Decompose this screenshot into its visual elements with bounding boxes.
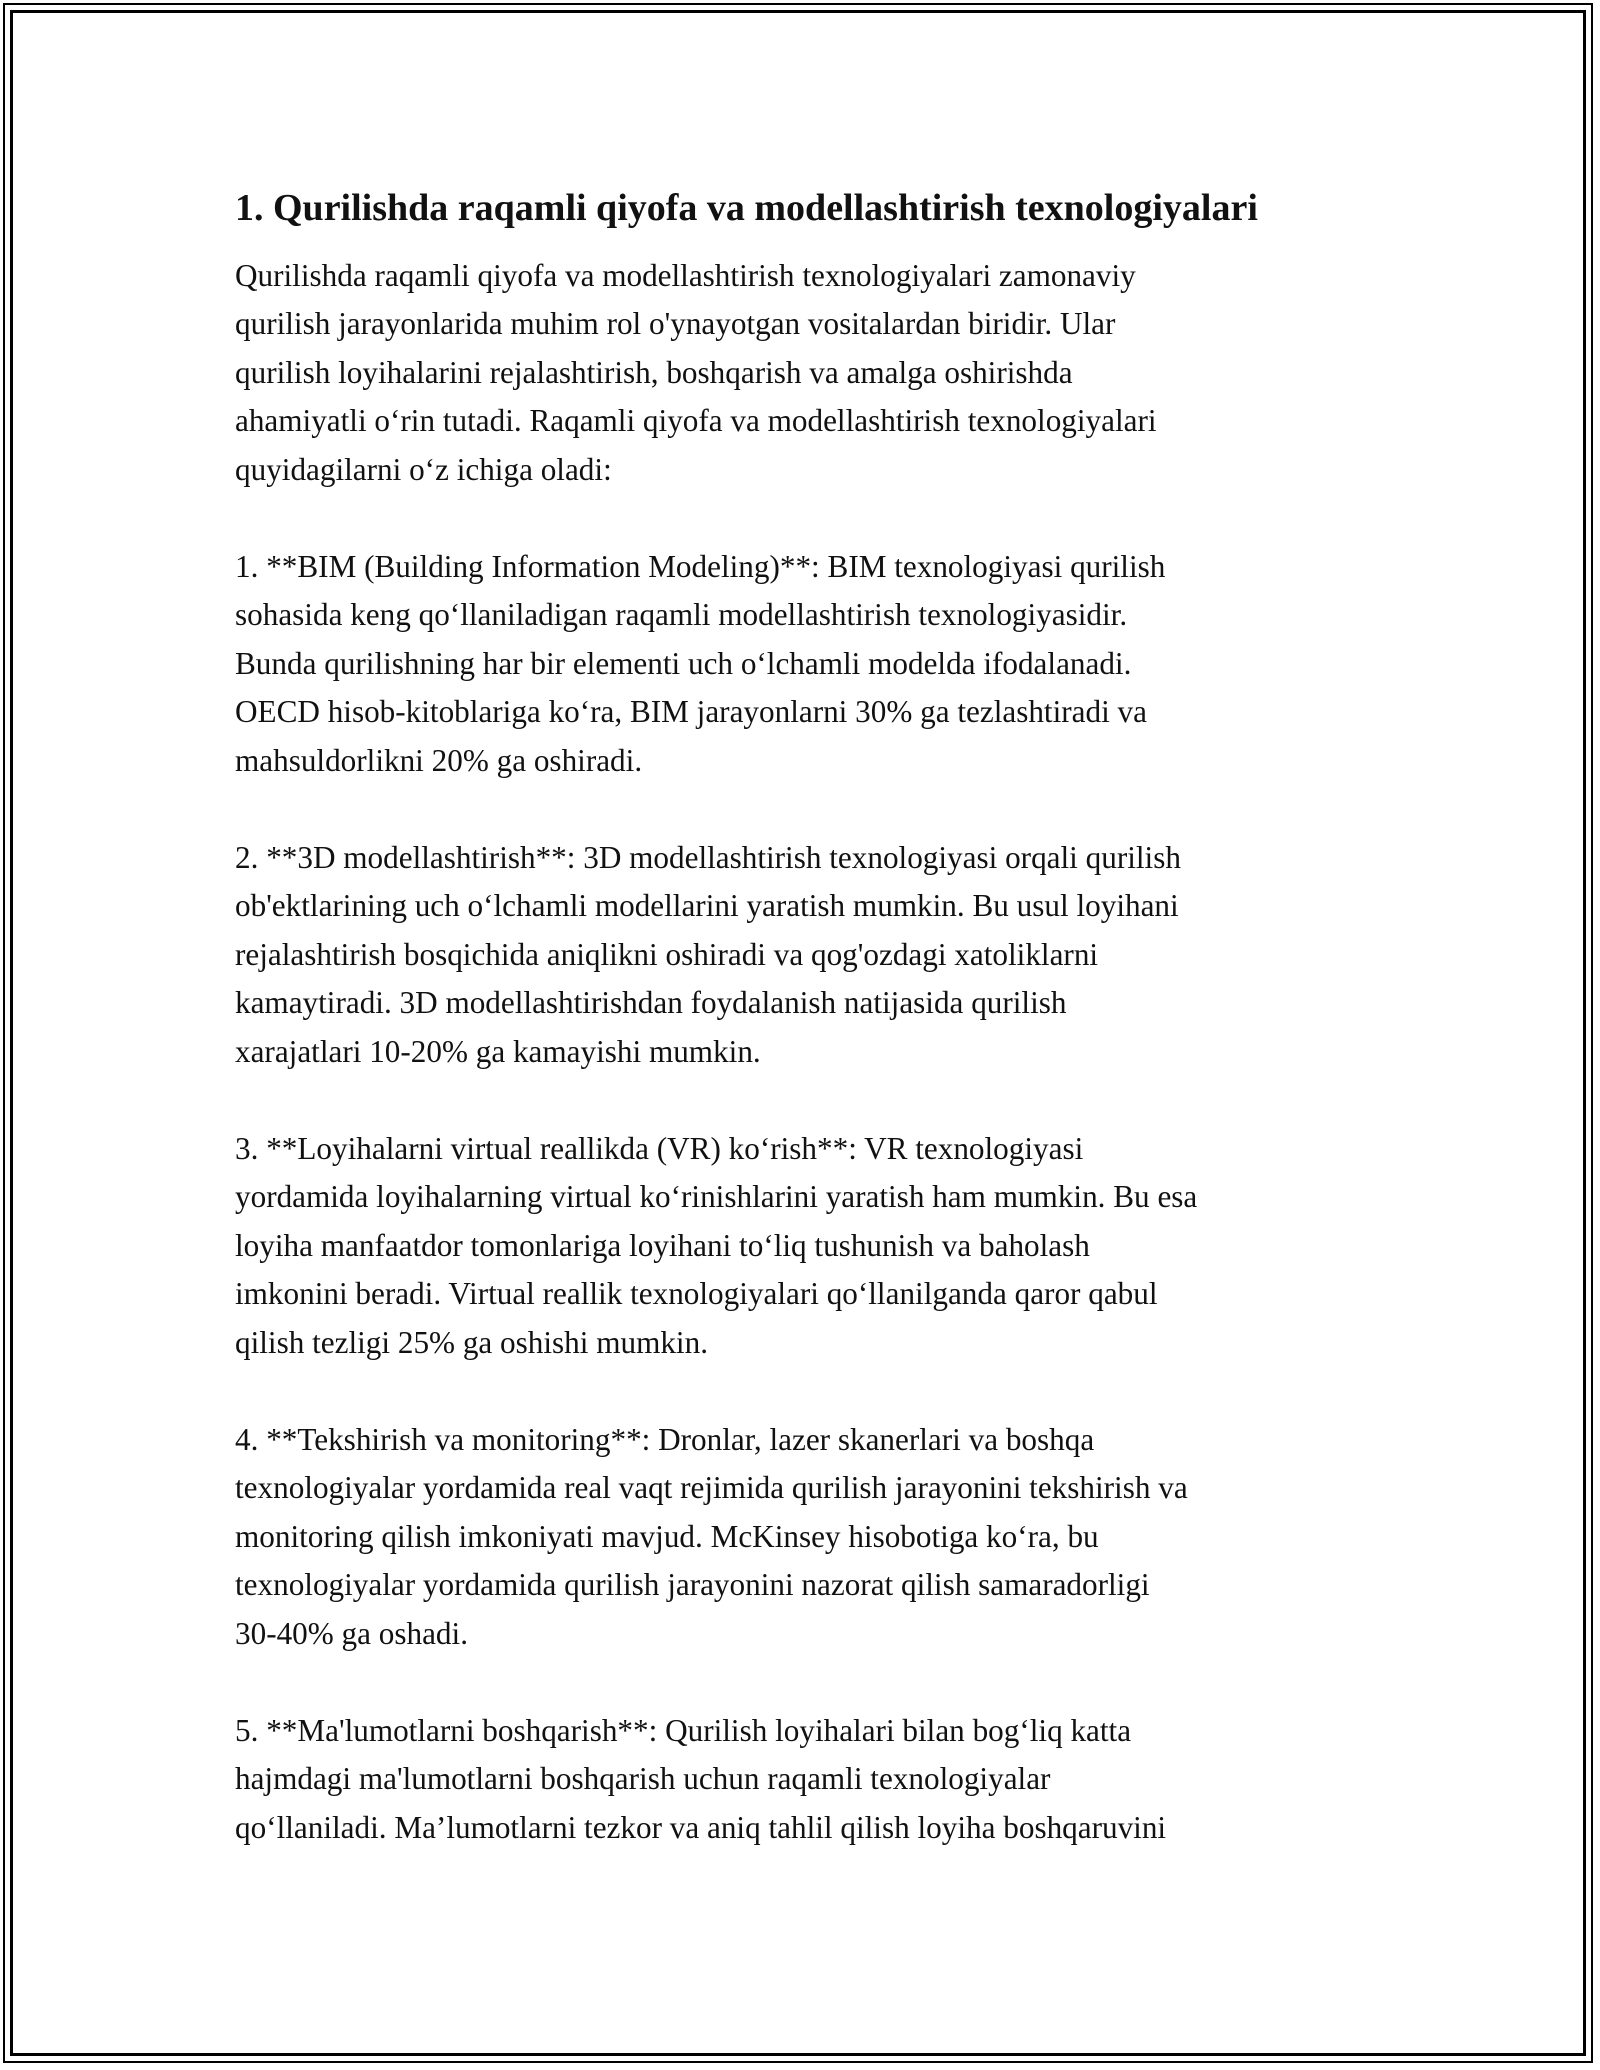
document-body [235,186,1390,1901]
paragraph-line: 4. **Tekshirish va monitoring**: Dronlar, lazer skanerlari va boshqa [235,1421,1095,1457]
paragraph-line: imkonini beradi. Virtual reallik texnologiyalari qo‘llanilganda qaror qabul [235,1276,1158,1312]
paragraph-line: 2. **3D modellashtirish**: 3D modellashtirish texnologiyasi orqali qurilish [235,839,1181,875]
list-item-vr [235,1125,1390,1368]
paragraph-line: texnologiyalar yordamida real vaqt rejimida qurilish jarayonini tekshirish va [235,1470,1188,1506]
paragraph-line: kamaytiradi. 3D modellashtirishdan foydalanish natijasida qurilish [235,985,1067,1021]
paragraph-line: 30-40% ga oshadi. [235,1615,468,1651]
paragraph-line: hajmdagi ma'lumotlarni boshqarish uchun raqamli texnologiyalar [235,1761,1051,1797]
paragraph-line: monitoring qilish imkoniyati mavjud. McKinsey hisobotiga ko‘ra, bu [235,1518,1099,1554]
paragraph-line: quyidagilarni o‘z ichiga oladi: [235,451,612,487]
paragraph-line: sohasida keng qo‘llaniladigan raqamli modellashtirish texnologiyasidir. [235,597,1128,633]
paragraph-line: xarajatlari 10-20% ga kamayishi mumkin. [235,1033,761,1069]
paragraph-line: qurilish loyihalarini rejalashtirish, boshqarish va amalga oshirishda [235,354,1073,390]
paragraph-line: 5. **Ma'lumotlarni boshqarish**: Qurilish loyihalari bilan bog‘liq katta [235,1712,1132,1748]
paragraph-line: qilish tezligi 25% ga oshishi mumkin. [235,1324,708,1360]
paragraph-line: qo‘llaniladi. Ma’lumotlarni tezkor va aniq tahlil qilish loyiha boshqaruvini [235,1809,1167,1845]
list-item-bim [235,543,1390,786]
intro-paragraph [235,252,1390,495]
paragraph-line: ahamiyatli o‘rin tutadi. Raqamli qiyofa va modellashtirish texnologiyalari [235,403,1157,439]
paragraph-line: rejalashtirish bosqichida aniqlikni oshiradi va qog'ozdagi xatoliklarni [235,936,1099,972]
paragraph-line: loyiha manfaatdor tomonlariga loyihani to‘liq tushunish va baholash [235,1227,1090,1263]
paragraph-line: 1. **BIM (Building Information Modeling)**: BIM texnologiyasi qurilish [235,548,1166,584]
list-item-monitoring [235,1416,1390,1659]
paragraph-line: mahsuldorlikni 20% ga oshiradi. [235,742,643,778]
paragraph-line: texnologiyalar yordamida qurilish jarayonini nazorat qilish samaradorligi [235,1567,1150,1603]
paragraph-line: ob'ektlarining uch o‘lchamli modellarini yaratish mumkin. Bu usul loyihani [235,888,1179,924]
paragraph-line: qurilish jarayonlarida muhim rol o'ynayotgan vositalardan biridir. Ular [235,306,1116,342]
list-item-data-management [235,1707,1390,1853]
paragraph-line: OECD hisob-kitoblariga ko‘ra, BIM jarayonlarni 30% ga tezlashtiradi va [235,694,1147,730]
paragraph-line: Qurilishda raqamli qiyofa va modellashtirish texnologiyalari zamonaviy [235,257,1136,293]
document-title: 1. Qurilishda raqamli qiyofa va modellashtirish texnologiyalari [235,187,1258,229]
paragraph-line: Bunda qurilishning har bir elementi uch o‘lchamli modelda ifodalanadi. [235,645,1132,681]
paragraph-line: yordamida loyihalarning virtual ko‘rinishlarini yaratish ham mumkin. Bu esa [235,1179,1198,1215]
list-item-3d-modeling [235,834,1390,1077]
paragraph-line: 3. **Loyihalarni virtual reallikda (VR) ko‘rish**: VR texnologiyasi [235,1130,1084,1166]
